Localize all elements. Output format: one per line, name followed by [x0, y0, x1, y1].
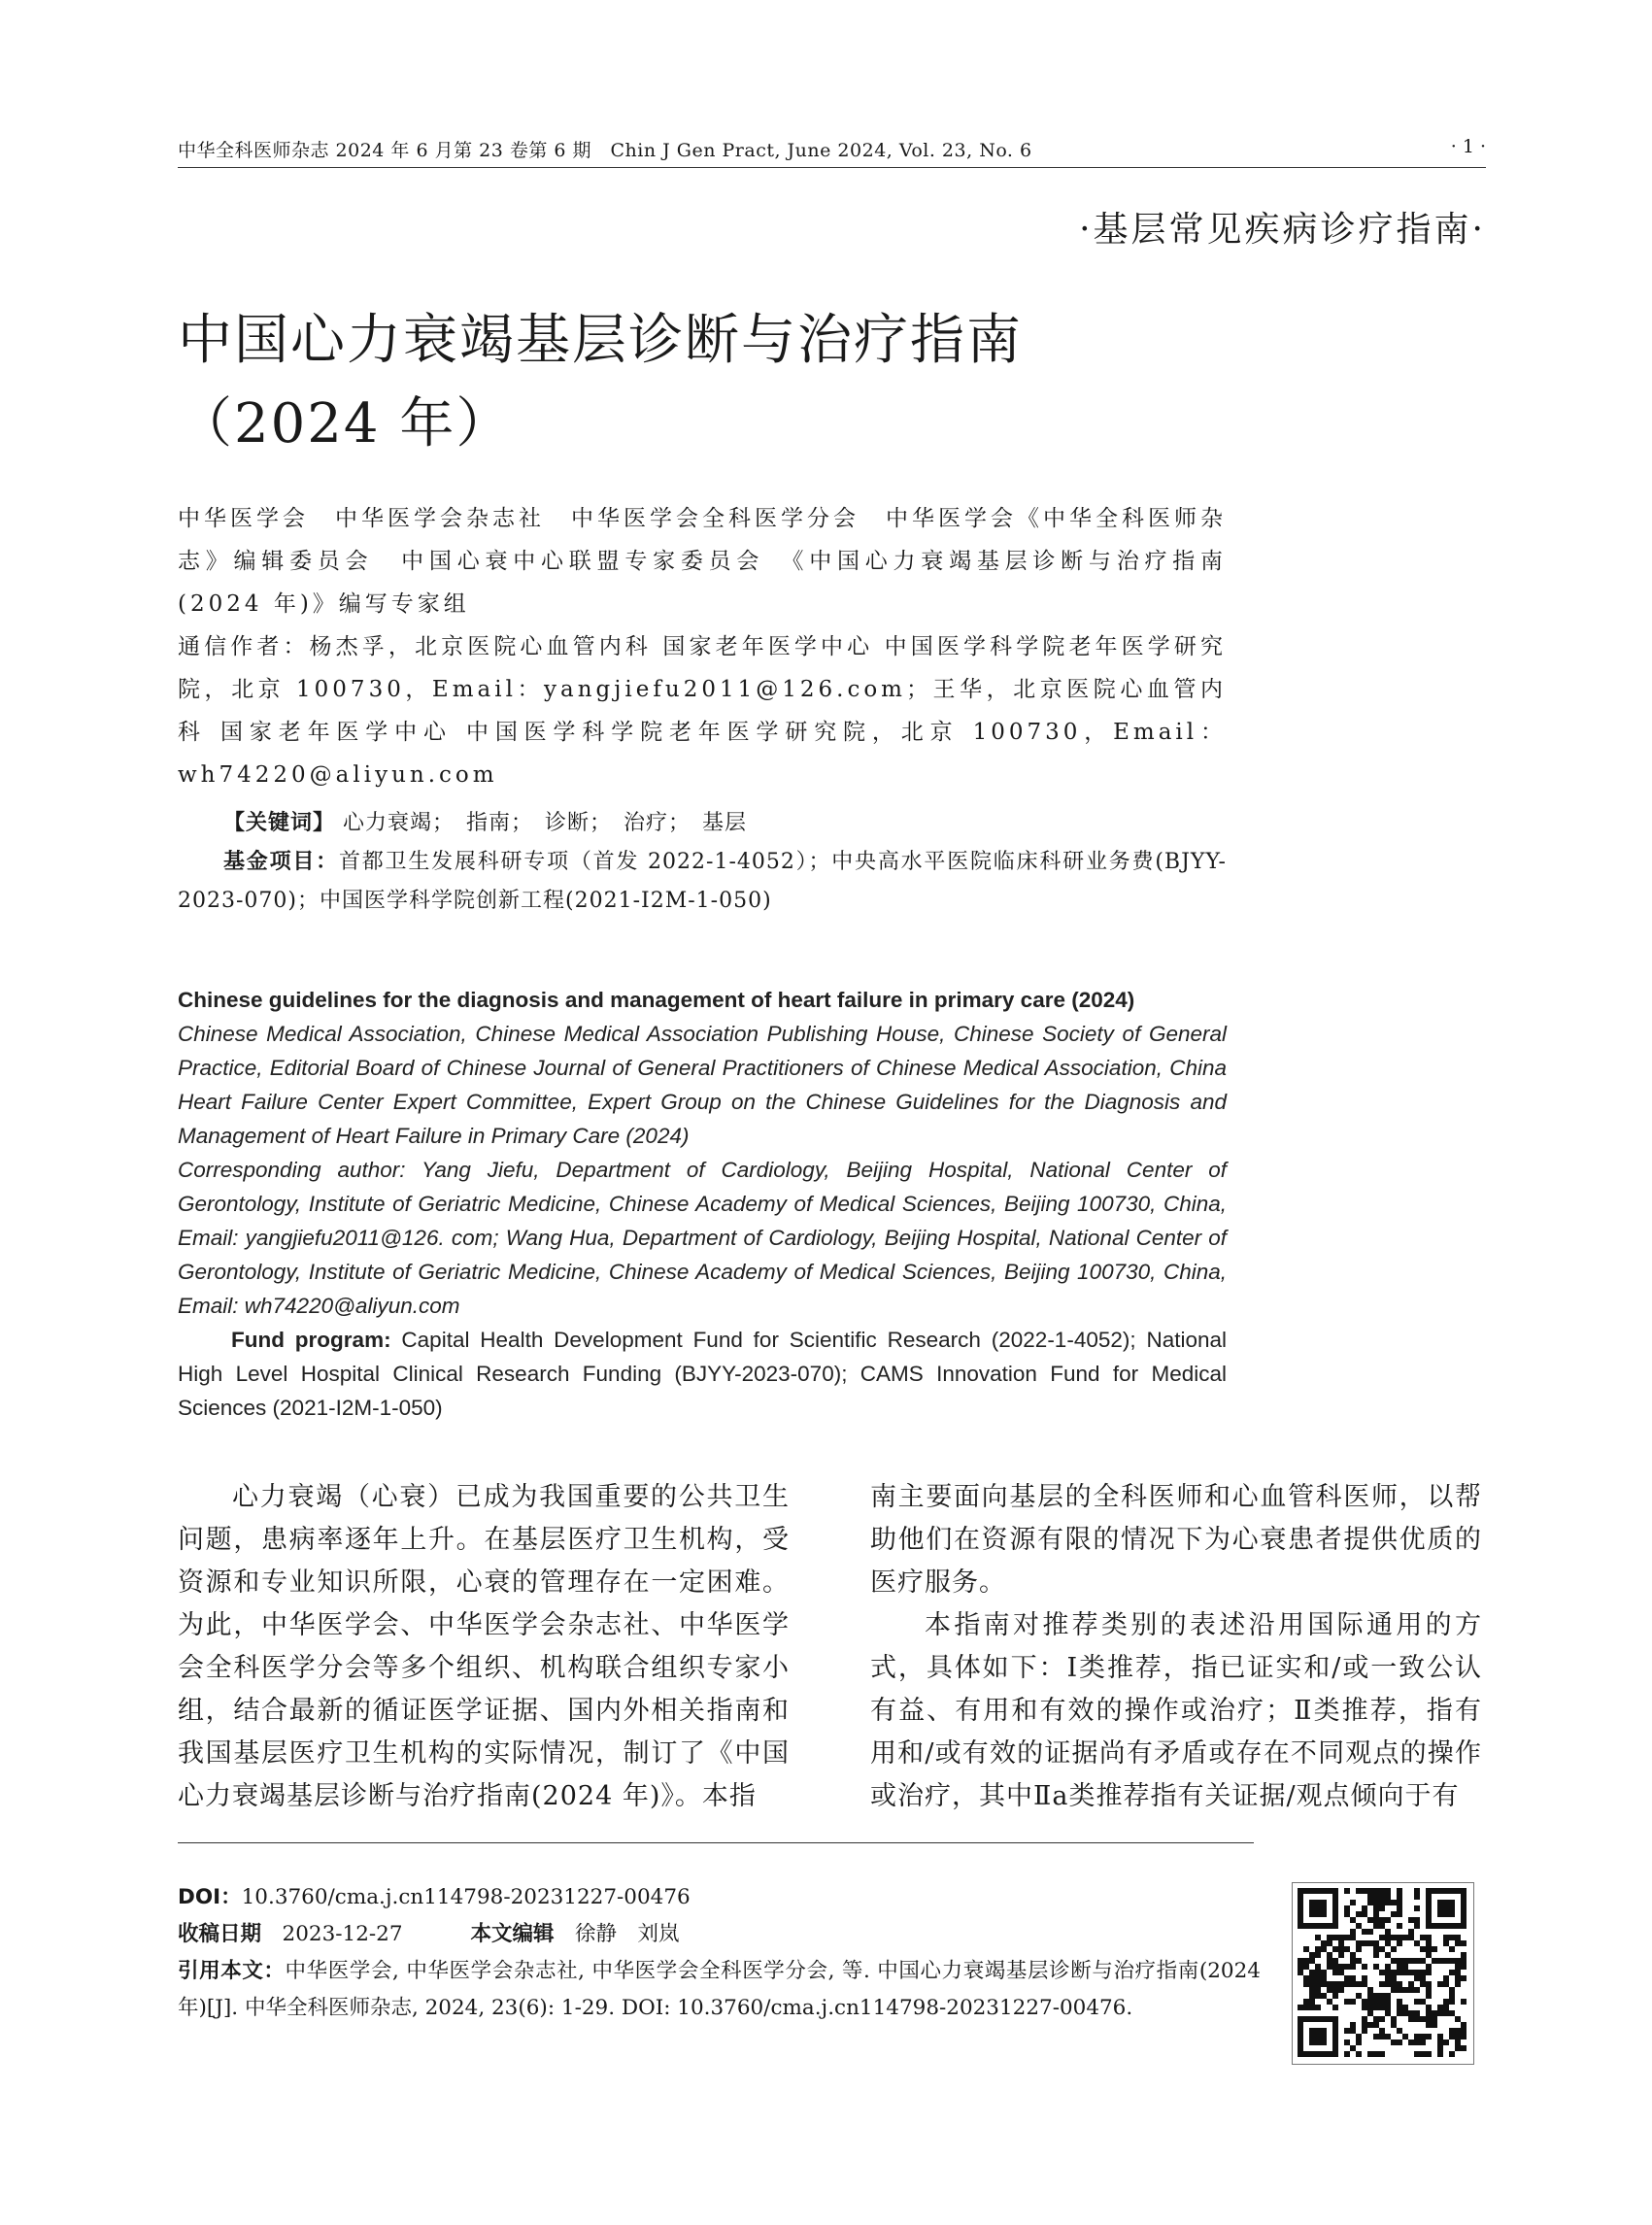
authors: 中华医学会 中华医学会杂志社 中华医学会全科医学分会 中华医学会《中华全科医师杂志》编辑委员会 中国心衰中心联盟专家委员会 《中国心力衰竭基层诊断与治疗指南(2024 年)》编写专家组	[178, 506, 1227, 617]
article-title	[178, 299, 1343, 466]
header-divider	[178, 167, 1486, 168]
doi-label: DOI：	[178, 1885, 242, 1909]
english-abstract	[178, 983, 1227, 1425]
body-column-left	[178, 1476, 790, 1818]
body-paragraph: 心力衰竭（心衰）已成为我国重要的公共卫生问题，患病率逐年上升。在基层医疗卫生机构，受资源和专业知识所限，心衰的管理存在一定困难。为此，中华医学会、中华医学会杂志社、中华医学会全科医学分会等多个组织、机构联合组织专家小组，结合最新的循证医学证据、国内外相关指南和我国基层医疗卫生机构的实际情况，制订了《中国心力衰竭基层诊断与治疗指南(2024 年)》。本指	[178, 1482, 790, 1811]
body-paragraph: 南主要面向基层的全科医师和心血管科医师，以帮助他们在资源有限的情况下为心衰患者提供优质的医疗服务。	[870, 1482, 1482, 1598]
body-column-right	[870, 1476, 1482, 1818]
keywords	[223, 804, 1233, 843]
english-fund-label: Fund program:	[231, 1328, 391, 1352]
footnote-divider	[178, 1842, 1254, 1843]
received-line	[178, 1916, 1261, 1953]
body-paragraph: 本指南对推荐类别的表述沿用国际通用的方式，具体如下：Ⅰ类推荐，指已证实和/或一致公认有益、有用和有效的操作或治疗；Ⅱ类推荐，指有用和/或有效的证据尚有矛盾或存在不同观点的操作或治疗，其中Ⅱa类推荐指有关证据/观点倾向于有	[870, 1610, 1482, 1811]
received-date: 2023-12-27	[282, 1922, 403, 1946]
english-fund	[178, 1323, 1227, 1425]
title-line-1: 中国心力衰竭基层诊断与治疗指南	[178, 309, 1023, 372]
citation-text: 中华医学会, 中华医学会杂志社, 中华医学会全科医学分会, 等. 中国心力衰竭基层诊断与治疗指南(2024 年)[J]. 中华全科医师杂志, 2024, 23(6): 1-29. DOI: 10.3760/cma.j.cn114798-20231227-00476.	[178, 1959, 1261, 2020]
cite-label: 引用本文：	[178, 1959, 286, 1983]
qr-code-icon	[1293, 1883, 1473, 2064]
citation	[178, 1953, 1261, 2027]
editor-label: 本文编辑	[470, 1922, 555, 1946]
running-header: 中华全科医师杂志 2024 年 6 月第 23 卷第 6 期 Chin J Gen Pract, June 2024, Vol. 23, No. 6	[178, 140, 1032, 161]
title-line-2: （2024 年）	[178, 392, 513, 455]
fund-label: 基金项目：	[223, 850, 339, 874]
correspondence: 通信作者：杨杰孚，北京医院心血管内科 国家老年医学中心 中国医学科学院老年医学研究院，北京 100730，Email：yangjiefu2011@126.com；王华，北京医院心血管内科 国家老年医学中心 中国医学科学院老年医学研究院，北京 100730，Email：wh74220@aliyun.com	[178, 634, 1227, 788]
keywords-text: 心力衰竭； 指南； 诊断； 治疗； 基层	[343, 811, 748, 835]
qr-code[interactable]	[1292, 1882, 1474, 2065]
section-label: ·基层常见疾病诊疗指南·	[1079, 210, 1486, 250]
page-number: · 1 ·	[1450, 136, 1486, 157]
editors: 徐静 刘岚	[575, 1922, 680, 1946]
doi-line	[178, 1879, 1261, 1916]
english-authors: Chinese Medical Association, Chinese Medical Association Publishing House, Chinese Society of General Practice, Editorial Board of Chinese Journal of General Practitioners of Chinese Medical Association, China Heart Failure Center Expert Committee, Expert Group on the Chinese Guidelines for the Diagnosis and Management of Heart Failure in Primary Care (2024)	[178, 1022, 1227, 1148]
english-title: Chinese guidelines for the diagnosis and management of heart failure in primary care (2024)	[178, 988, 1135, 1012]
english-correspondence: Corresponding author: Yang Jiefu, Department of Cardiology, Beijing Hospital, National Center of Gerontology, Institute of Geriatric Medicine, Chinese Academy of Medical Sciences, Beijing 100730, China, Email: yangjiefu2011@126. com; Wang Hua, Department of Cardiology, Beijing Hospital, National Center of Gerontology, Institute of Geriatric Medicine, Chinese Academy of Medical Sciences, Beijing 100730, China, Email: wh74220@aliyun.com	[178, 1158, 1227, 1318]
fund-text: 首都卫生发展科研专项（首发 2022-1-4052）；中央高水平医院临床科研业务费(BJYY-2023-070)；中国医学科学院创新工程(2021-I2M-1-050)	[178, 850, 1227, 913]
english-fund-text: Capital Health Development Fund for Scientific Research (2022-1-4052); National High Level Hospital Clinical Research Funding (BJYY-2023-070); CAMS Innovation Fund for Medical Sciences (2021-I2M-1-050)	[178, 1328, 1227, 1420]
article-footer	[178, 1879, 1261, 2027]
received-label: 收稿日期	[178, 1922, 262, 1946]
author-block	[178, 497, 1227, 796]
doi-link[interactable]: 10.3760/cma.j.cn114798-20231227-00476	[241, 1885, 691, 1909]
keywords-label: 【关键词】	[223, 811, 336, 835]
fund-program	[178, 843, 1227, 921]
